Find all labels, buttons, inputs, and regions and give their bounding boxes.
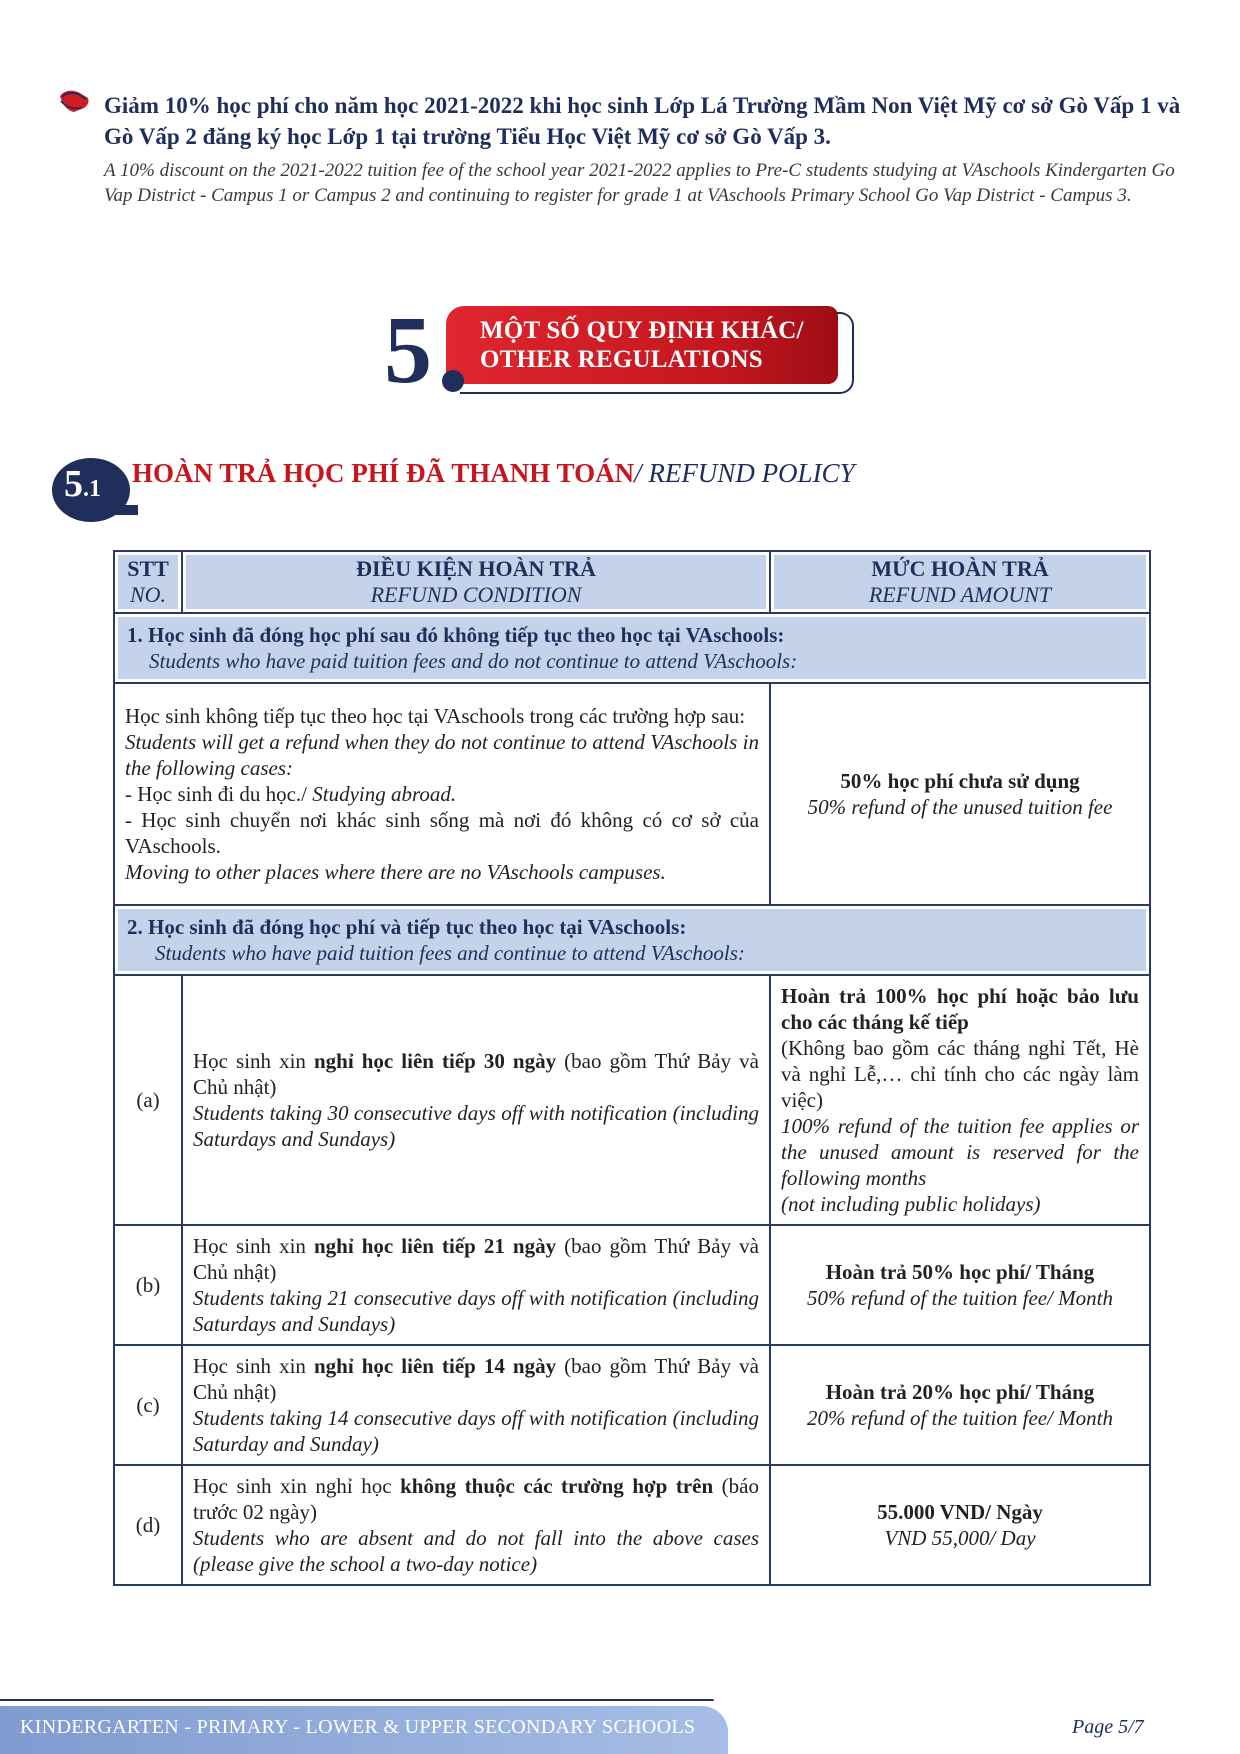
header-no-en: NO. xyxy=(129,582,167,607)
row-number: (d) xyxy=(114,1465,182,1585)
page-number: Page 5/7 xyxy=(1072,1716,1144,1738)
header-amount xyxy=(770,551,1150,613)
header-condition-en: REFUND CONDITION xyxy=(370,582,582,607)
condition-en: Students who are absent and do not fall into the above cases (please give the school a two-day notice) xyxy=(193,1526,759,1576)
condition-en: Students taking 21 consecutive days off with notification (including Saturdays and Sundays) xyxy=(193,1286,759,1336)
condition-vi-bold: nghỉ học liên tiếp 14 ngày xyxy=(313,1354,557,1378)
table-row xyxy=(114,683,1150,905)
section-dot xyxy=(442,370,464,392)
condition-vi-bold: nghỉ học liên tiếp 21 ngày xyxy=(313,1234,557,1258)
table-row xyxy=(114,975,1150,1225)
amount-en: 50% refund of the tuition fee/ Month xyxy=(806,1286,1113,1310)
table-header-row xyxy=(114,551,1150,613)
group-1-en: Students who have paid tuition fees and do not continue to attend VAschools: xyxy=(149,649,798,673)
condition-vi xyxy=(193,1233,759,1285)
condition-en: Students taking 30 consecutive days off with notification (including Saturdays and Sundays) xyxy=(193,1101,759,1151)
table-row xyxy=(114,1225,1150,1345)
header-amount-en: REFUND AMOUNT xyxy=(868,582,1052,607)
amount-en: 20% refund of the tuition fee/ Month xyxy=(806,1406,1113,1430)
row-condition xyxy=(182,1465,770,1585)
section-title xyxy=(480,316,840,374)
row-amount xyxy=(770,975,1150,1225)
case-2-en: Moving to other places where there are no VAschools campuses. xyxy=(125,860,666,884)
row-number: (a) xyxy=(114,975,182,1225)
amount-vi: 50% học phí chưa sử dụng xyxy=(840,769,1080,793)
condition-vi-pre: Học sinh xin xyxy=(193,1354,314,1378)
header-no xyxy=(114,551,182,613)
subsection-number-main: 5 xyxy=(64,463,83,505)
intro-english: A 10% discount on the 2021-2022 tuition fee of the school year 2021-2022 applies to Pre-C students studying at VAschools Kindergarten Go Vap District - Campus 1 or Campus 2 and continuing to register for grade 1 at VAschools Primary School Go Vap District - Campus 3. xyxy=(104,160,1175,206)
group-1-cell xyxy=(114,613,1150,683)
row-number: (c) xyxy=(114,1345,182,1465)
amount-en: 100% refund of the tuition fee applies or the unused amount is reserved for the following months xyxy=(781,1114,1139,1190)
group-2-en: Students who have paid tuition fees and continue to attend VAschools: xyxy=(155,941,745,965)
group-1-condition xyxy=(114,683,770,905)
case-2-vi: - Học sinh chuyển nơi khác sinh sống mà nơi đó không có cơ sở của VAschools. xyxy=(125,808,759,858)
bullet-icon xyxy=(56,88,92,114)
section-title-en: OTHER REGULATIONS xyxy=(480,346,763,373)
amount-vi: 55.000 VND/ Ngày xyxy=(877,1500,1043,1524)
group-row-2 xyxy=(114,905,1150,975)
case-1-vi: - Học sinh đi du học./ xyxy=(125,782,313,806)
row-condition xyxy=(182,1345,770,1465)
table-row xyxy=(114,1465,1150,1585)
condition-vi-line: Học sinh không tiếp tục theo học tại VAschools trong các trường hợp sau: xyxy=(125,704,746,728)
condition-vi-post: (bao gồm Thứ Bảy và Chủ nhật) xyxy=(193,1234,759,1284)
condition-vi xyxy=(193,1048,759,1100)
condition-vi-pre: Học sinh xin xyxy=(193,1234,314,1258)
group-1-vi: 1. Học sinh đã đóng học phí sau đó không tiếp tục theo học tại VAschools: xyxy=(127,623,785,647)
case-1-en: Studying abroad. xyxy=(312,782,457,806)
amount-en: VND 55,000/ Day xyxy=(884,1526,1036,1550)
condition-en: Students taking 14 consecutive days off with notification (including Saturday and Sunday) xyxy=(193,1406,759,1456)
amount-en: 50% refund of the unused tuition fee xyxy=(807,795,1113,819)
intro-vietnamese: Giảm 10% học phí cho năm học 2021-2022 khi học sinh Lớp Lá Trường Mầm Non Việt Mỹ cơ sở Gò Vấp 1 và Gò Vấp 2 đăng ký học Lớp 1 tại trường Tiểu Học Việt Mỹ cơ sở Gò Vấp 3. xyxy=(104,93,1181,149)
condition-case-1 xyxy=(125,781,759,807)
condition-vi-post: (bao gồm Thứ Bảy và Chủ nhật) xyxy=(193,1354,759,1404)
group-2-cell xyxy=(114,905,1150,975)
condition-vi-bold: không thuộc các trường hợp trên xyxy=(400,1474,714,1498)
group-2-vi: 2. Học sinh đã đóng học phí và tiếp tục theo học tại VAschools: xyxy=(127,915,687,939)
header-no-vi: STT xyxy=(127,556,169,581)
header-condition-vi: ĐIỀU KIỆN HOÀN TRẢ xyxy=(356,556,596,581)
subsection-title-vi: HOÀN TRẢ HỌC PHÍ ĐÃ THANH TOÁN xyxy=(132,458,635,488)
subsection-title xyxy=(132,456,855,490)
table-row xyxy=(114,1345,1150,1465)
amount-vi: Hoàn trả 20% học phí/ Tháng xyxy=(825,1380,1095,1404)
header-condition xyxy=(182,551,770,613)
group-1-amount xyxy=(770,683,1150,905)
condition-vi-post: (bao gồm Thứ Bảy và Chủ nhật) xyxy=(193,1049,759,1099)
amount-vi: Hoàn trả 50% học phí/ Tháng xyxy=(825,1260,1095,1284)
condition-vi xyxy=(193,1473,759,1525)
subsection-title-en: / REFUND POLICY xyxy=(634,458,855,488)
row-condition xyxy=(182,1225,770,1345)
header-amount-vi: MỨC HOÀN TRẢ xyxy=(871,556,1049,581)
refund-table xyxy=(113,550,1151,1586)
row-number: (b) xyxy=(114,1225,182,1345)
row-amount xyxy=(770,1345,1150,1465)
condition-vi-pre: Học sinh xin nghỉ học xyxy=(193,1474,401,1498)
condition-vi xyxy=(193,1353,759,1405)
footer-line xyxy=(0,1699,714,1701)
subsection-number xyxy=(64,461,124,512)
amount-en-note: (not including public holidays) xyxy=(781,1192,1041,1216)
row-amount xyxy=(770,1225,1150,1345)
footer-schools: KINDERGARTEN - PRIMARY - LOWER & UPPER SECONDARY SCHOOLS xyxy=(20,1716,696,1738)
subsection-number-sub: .1 xyxy=(83,476,101,502)
section-title-vi: MỘT SỐ QUY ĐỊNH KHÁC/ xyxy=(480,317,804,344)
condition-en-line: Students will get a refund when they do not continue to attend VAschools in the following cases: xyxy=(125,730,759,780)
condition-vi-pre: Học sinh xin xyxy=(193,1049,314,1073)
condition-vi-post: (báo trước 02 ngày) xyxy=(193,1474,759,1524)
row-amount xyxy=(770,1465,1150,1585)
amount-vi: Hoàn trả 100% học phí hoặc bảo lưu cho các tháng kế tiếp xyxy=(781,984,1139,1034)
amount-vi-note: (Không bao gồm các tháng nghỉ Tết, Hè và nghỉ Lễ,… chỉ tính cho các ngày làm việc) xyxy=(781,1036,1139,1112)
section-number: 5 xyxy=(384,296,432,403)
row-condition xyxy=(182,975,770,1225)
condition-vi-bold: nghỉ học liên tiếp 30 ngày xyxy=(313,1049,557,1073)
group-row-1 xyxy=(114,613,1150,683)
